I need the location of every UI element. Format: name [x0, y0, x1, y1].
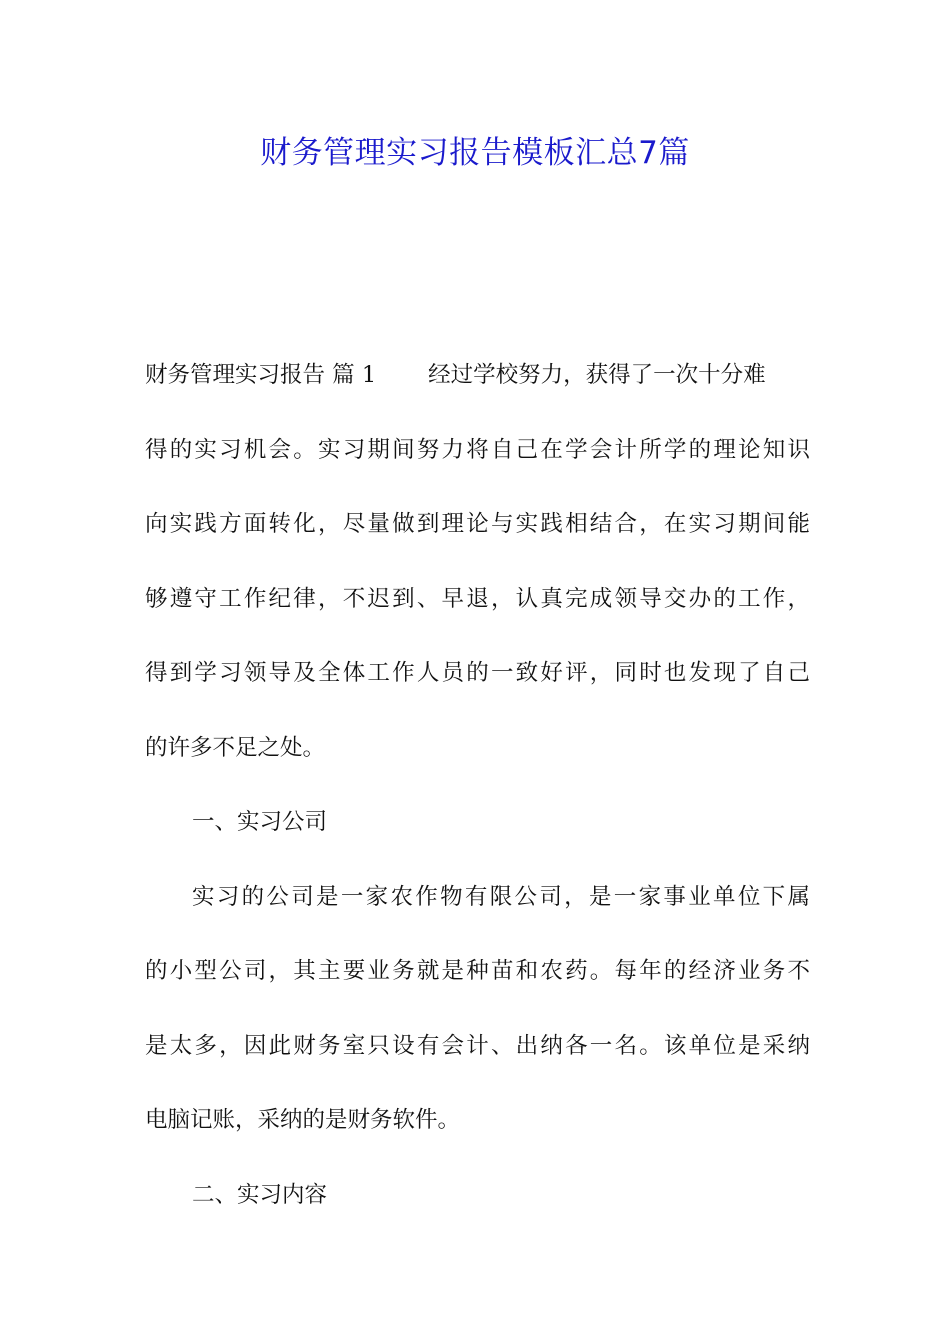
document-body [145, 338, 810, 1232]
intro-line-1 [145, 338, 810, 413]
intro-line-6: 的许多不足之处。 [145, 734, 326, 761]
section-1-heading: 一、实习公司 [192, 809, 328, 835]
intro-line-5: 得到学习领导及全体工作人员的一致好评，同时也发现了自己 [145, 660, 810, 686]
section-2-heading: 二、实习内容 [192, 1181, 328, 1208]
intro-heading: 财务管理实习报告 [145, 362, 326, 388]
document-title: 财务管理实习报告模板汇总7篇 [260, 135, 690, 171]
intro-line-3: 向实践方面转化，尽量做到理论与实践相结合，在实习期间能 [145, 511, 810, 537]
intro-line-4: 够遵守工作纪律，不迟到、早退，认真完成领导交办的工作， [145, 585, 810, 612]
intro-line-1-text: 经过学校努力，获得了一次十分难 [428, 362, 766, 388]
section-1-line-4: 电脑记账，采纳的是财务软件。 [145, 1107, 461, 1133]
intro-part: 篇 1 [332, 362, 377, 388]
section-1-line-3: 是太多，因此财务室只设有会计、出纳各一名。该单位是采纳 [145, 1032, 810, 1059]
intro-line-2: 得的实习机会。实习期间努力将自己在学会计所学的理论知识 [145, 436, 810, 463]
section-1-line-2: 的小型公司，其主要业务就是种苗和农药。每年的经济业务不 [145, 958, 810, 984]
section-1-line-1: 实习的公司是一家农作物有限公司，是一家事业单位下属 [192, 883, 810, 910]
